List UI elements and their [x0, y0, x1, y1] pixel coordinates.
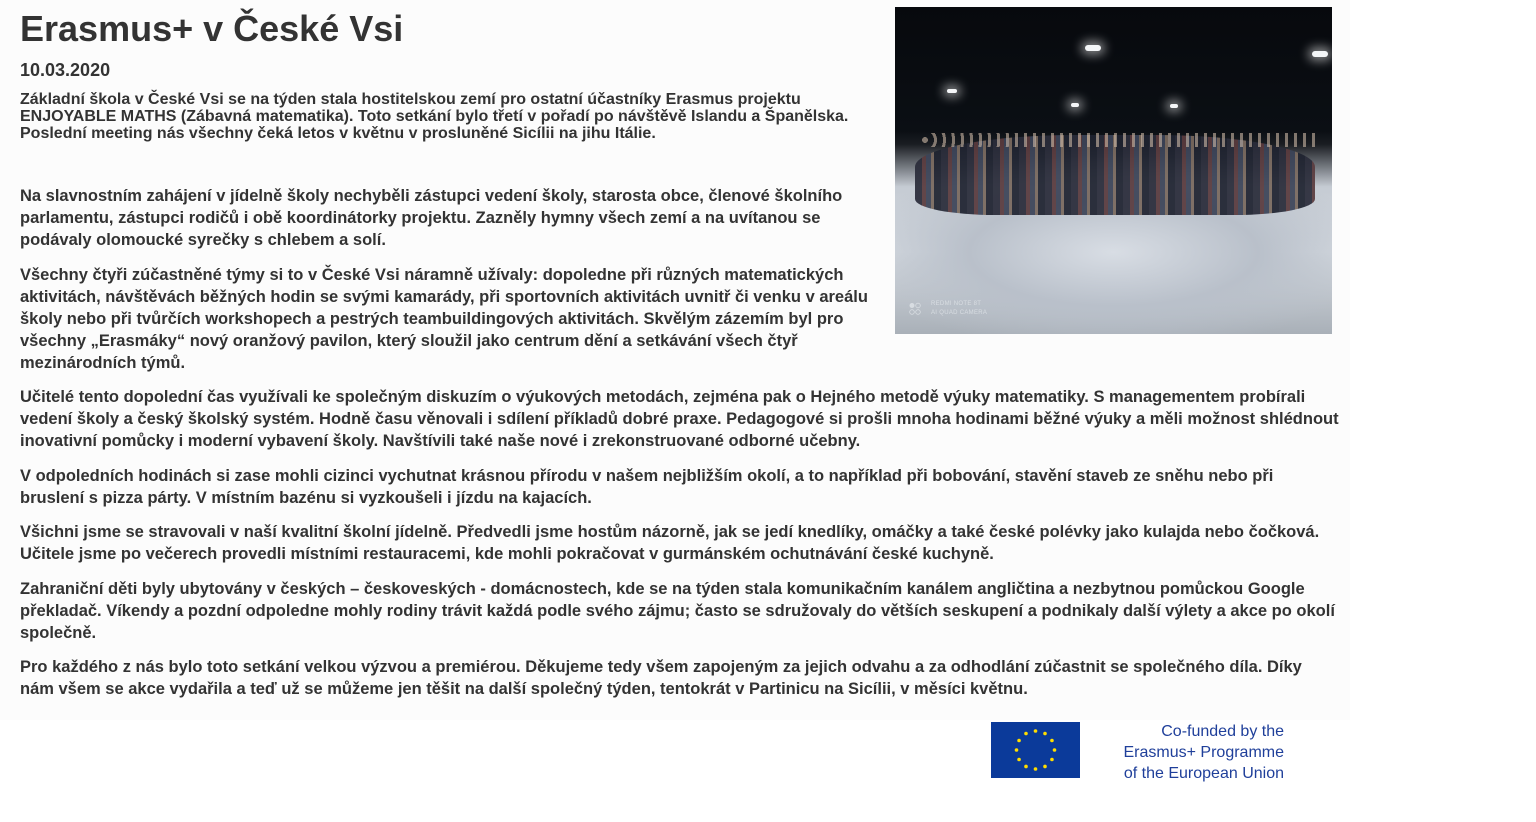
- eu-star: [1043, 765, 1047, 769]
- article-intro: Základní škola v České Vsi se na týden stala hostitelskou zemí pro ostatní účastníky Erasmus projektu ENJOYABLE MATHS (Zábavná matematika). Toto setkání bylo třetí v pořadí po návštěvě Islandu a Španělska. Poslední meeting nás všechny čeká letos v květnu v prosluněné Sicílii na jihu Itálie.: [20, 91, 849, 142]
- paragraph: Učitelé tento dopolední čas využívali ke společným diskuzím o výukových metodách, zejména pak o Hejného metodě výuky matematiky. S managementem probírali vedení školy a český školský systém. Hodně času věnovali i sdílení příkladů dobré praxe. Pedagogové si prošli mnoha hodinami běžné výuky a měli možnost shlédnout inovativní pomůcky i moderní vybavení školy. Navštívili také naše nové i zrekonstruované odborné učebny.: [20, 388, 1339, 450]
- eu-star: [1024, 765, 1028, 769]
- eu-stars: [991, 722, 1080, 778]
- paragraph: V odpoledních hodinách si zase mohli cizinci vychutnat krásnou přírodu v našem nejbližším okolí, a to například při bobování, stavění staveb ze sněhu nebo při bruslení s pizza párty. V místním bazénu si vyzkoušeli i jízdu na kajacích.: [20, 467, 1274, 507]
- watermark-line-1: REDMI NOTE 8T: [931, 301, 982, 307]
- camera-brand-icon: [909, 302, 921, 316]
- eu-star: [1024, 732, 1028, 736]
- paragraph: Pro každého z nás bylo toto setkání velkou výzvou a premiérou. Děkujeme tedy všem zapojeným za jejich odvahu a za odhodlání zúčastnit se společného díla. Díky nám všem se akce vydařila a teď už se můžeme jen těšit na další společný týden, tentokrát v Partinicu na Sicílii, v měsíci květnu.: [20, 658, 1302, 698]
- paragraph: Všichni jsme se stravovali v naší kvalitní školní jídelně. Předvedli jsme hostům názorně, jak se jedí knedlíky, omáčky a také české polévky jako kulajda nebo čočková. Učitele jsme po večerech provedli místními restauracemi, kde mohli pokračovat v gurmánském ochutnávání české kuchyně.: [20, 523, 1320, 563]
- eu-text-line-1: Co-funded by the: [1161, 723, 1284, 740]
- rink-light: [1170, 104, 1178, 108]
- eu-cofunded-text: [1094, 721, 1284, 784]
- rink-light: [1085, 45, 1101, 51]
- rink-light: [947, 89, 957, 93]
- eu-star: [1015, 748, 1019, 752]
- eu-star: [1053, 748, 1057, 752]
- eu-star: [1034, 767, 1038, 771]
- crowd-heads: [920, 133, 1315, 147]
- eu-text-line-3: of the European Union: [1123, 765, 1284, 782]
- eu-star: [1034, 729, 1038, 733]
- eu-star: [1050, 758, 1054, 762]
- eu-star: [1017, 758, 1021, 762]
- group-photo: [895, 7, 1332, 334]
- eu-star: [1043, 732, 1047, 736]
- eu-star: [1050, 739, 1054, 743]
- watermark-line-2: AI QUAD CAMERA: [931, 310, 988, 316]
- rink-light: [1071, 103, 1079, 107]
- paragraph: Všechny čtyři zúčastněné týmy si to v České Vsi náramně užívaly: dopoledne při různých matematických aktivitách, návštěvách běžných hodin se svými kamarády, při sportovních aktivitách uvnitř či venku v areálu školy nebo při tvůrčích workshopech a pestrých teambuildingových aktivitách. Skvělým zázemím byl pro všechny „Erasmáky“ nový oranžový pavilon, který sloužil jako centrum dění a setkávání všech čtyř mezinárodních týmů.: [20, 266, 868, 372]
- paragraph: Na slavnostním zahájení v jídelně školy nechyběli zástupci vedení školy, starosta obce, členové školního parlamentu, zástupci rodičů i obě koordinátorky projektu. Zazněly hymny všech zemí a na uvítanou se podávaly olomoucké syrečky s chlebem a solí.: [20, 187, 843, 249]
- crowd-of-people: [915, 135, 1315, 215]
- eu-star: [1017, 739, 1021, 743]
- paragraph: Zahraniční děti byly ubytovány v českých – českoveských - domácnostech, kde se na týden stala komunikačním kanálem angličtina a nezbytnou pomůckou Google překladač. Víkendy a pozdní odpoledne mohly rodiny trávit každá podle svého zájmu; často se sdružovaly do větších seskupení a podnikaly další výlety a akce po okolí společně.: [20, 580, 1335, 642]
- article-date: 10.03.2020: [20, 60, 111, 80]
- eu-cofunded-logo: [990, 720, 1290, 782]
- article-title: Erasmus+ v České Vsi: [20, 8, 404, 49]
- eu-text-line-2: Erasmus+ Programme: [1123, 744, 1284, 761]
- rink-light: [1312, 51, 1328, 57]
- eu-flag-icon: [991, 722, 1080, 778]
